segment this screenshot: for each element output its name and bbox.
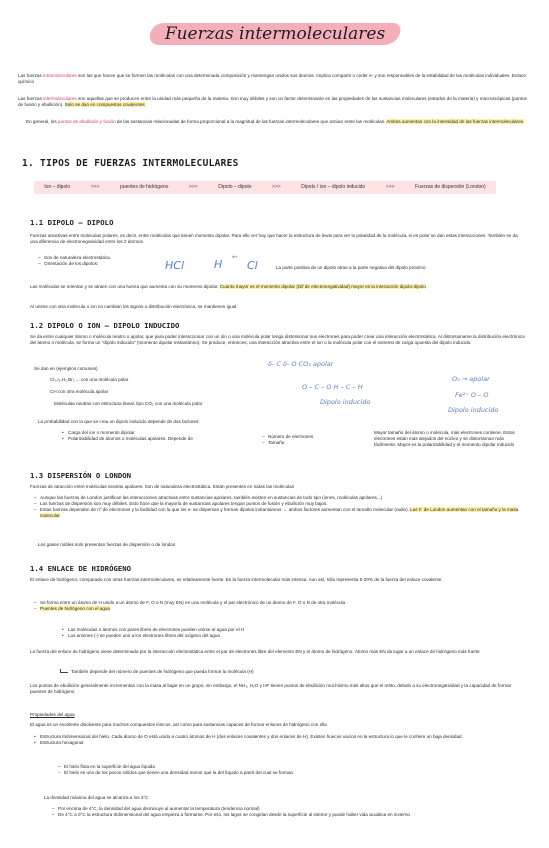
subsection-1-3-heading: 1.3 DISPERSIÓN O LONDON — [30, 471, 132, 480]
flow-item: Ion – dipolo — [44, 184, 71, 191]
s11-p1: Fuerzas atractivas entre moléculas polares, es decir, entre moléculas que tienen momento dipolar. Para ello ver hay que hacer la estructura de lewis para ver la polaridad de la molécula, si es polar se dan estas interacciones. También se da una diferencia de electronegatividad entre los 2 átomos — [30, 233, 518, 244]
fe-sketch: Fe²⁺ O – O — [455, 391, 489, 399]
list-item: • Carga del ion o momento dipolar — [62, 430, 272, 436]
flow-item: Dipolo – dipolo — [218, 184, 252, 191]
force-ranking-bar — [34, 181, 496, 194]
s12-example-1: Cl₂,I₂,H₂,Br₂ ... con una molécula polar — [50, 377, 129, 382]
arrow-sketch: ← — [232, 253, 238, 261]
list-item: • Estructura hexagonal — [34, 740, 526, 746]
water-p2: La densidad máxima del agua se alcanza a los 4°C — [44, 795, 149, 800]
highlight-momento-dipolar: Cuanto mayor es el momento dipolar (Dif de electronegatividad) mayor es la interacción dipolo-dipolo — [219, 284, 426, 289]
s11-p2: Las moléculas se orientan y se atraen con una fuerza que aumenta con su momento dipolar. Cuanto mayor es el momento dipolar (Dif de electronegatividad) mayor es la interacción dipolo-dipolo — [30, 284, 426, 289]
s11-side-note: La parte positiva de un dipolo atrae a la parte negativa del dipolo próximo — [276, 265, 426, 270]
s11-p3: Al unirse con otra molécula o ion no cambian los signos o distribución electrónica, se mantienen igual — [30, 304, 237, 309]
s13-p2: Los gases nobles solo presentan fuerzas de dispersión o de london — [38, 542, 176, 547]
s12-examples-label: Se dan en (ejemplos comunes) — [34, 366, 98, 371]
highlight-puentes-agua: Puentes de hidrógeno con el agua — [40, 605, 110, 611]
list-item — [34, 606, 526, 612]
title-banner — [150, 20, 400, 48]
subsection-1-2-heading: 1.2 DIPOLO O ION – DIPOLO INDUCIDO — [30, 321, 180, 330]
list-item: – Estas fuerzas dependen de nº de electrones y la facilidad con la que los e- se dispersan y forman dipolos instantáneos → ambos factores aumentan con el tamaño molecular (radio). Las F. de London aumentan con el tamaño y la masa molecular — [34, 507, 526, 519]
list-item: – Por encima de 4°C, la densidad del agua disminuye al aumentar la temperatura (tendencia normal) — [52, 806, 526, 812]
list-item: – Las fuerzas de dispersión son muy débiles. Esto hace que la mayoría de sustancias apolares tengan puntos de fusión y ebullición muy bajos. — [34, 501, 526, 507]
s14-water-list — [62, 627, 522, 639]
flow-item: Fuerzas de dispersión (London) — [415, 184, 486, 191]
flow-arrow: >>> — [271, 184, 281, 191]
list-item: • Los aniones (-) se pueden unir a los electrones libres del oxígeno del agua — [62, 633, 522, 639]
h-sketch: H — [214, 258, 223, 271]
list-item: – De 4°C a 0°C la estructura tridimensional del agua empieza a formarse. Por eso, los lagos se congelan desde la superficie al interior y puede haber vida acuática en invierno — [52, 812, 526, 818]
flow-arrow: >>> — [188, 184, 198, 191]
flow-item: Dipolo / ion – dipolo inducido — [301, 184, 366, 191]
s13-p1: Fuerzas de atracción entre moléculas neutras apolares. Son de naturaleza electrostática. Están presentes en todas las moléculas — [30, 484, 295, 489]
s14-p2: La fuerza del enlace de hidrógeno viene determinada por la interacción electrostática entre el par de electrones libre del elemento EN y el átomo de hidrógeno. Átomo más EN da lugar a un enlace de hidrógeno más fuerte — [30, 649, 480, 654]
flow-item: puentes de hidrógeno — [120, 184, 169, 191]
list-item: – Se forma entre un átomo de H unido a un átomo de F, O o N (muy EN) en una molécula y el par electrónico de un átomo de F, O o N de otra molécula — [34, 600, 526, 606]
s11-list — [38, 255, 178, 267]
s12-probability: La probabilidad con la que se crea un dipolo inducido depende de dos factores: — [38, 419, 200, 424]
induced-dipole-note-2: Dipolo inducido — [448, 406, 499, 414]
subsection-1-4-heading: 1.4 ENLACE DE HIDRÓGENO — [30, 564, 132, 573]
list-item: – El hielo flota en la superficie del agua líquida — [58, 764, 526, 770]
o2-sketch: O₂ → apolar — [452, 375, 490, 383]
list-item: – Son de naturaleza electrostática. — [38, 255, 178, 261]
s14-p2b: También depende del número de puentes de hidrógeno que pueda formar la molécula (H) — [60, 669, 500, 675]
intro-p3: En general, los puntos de ebullición y fusión de las sustancias relacionadas de forma proporcional a la magnitud de las fuerzas intermoleculares que actúan entre las moléculas. Ambos aumentan con la intensidad de las fuerzas intermoleculares. — [26, 119, 525, 124]
s12-example-3: Moléculas neutras con estructura lineal, tipo CO₂ con una molécula polar — [54, 401, 203, 406]
term-puntos: puntos de ebullición y fusión — [57, 119, 116, 124]
water-p1: El agua es un excelente disolvente para muchos compuestos iónicos, así como para sustancias capaces de formar enlaces de hidrógeno con ella — [30, 722, 327, 727]
s14-p1: El enlace de hidrógeno, comparado con otras fuerzas intermoleculares, es relativamente fuerte. Es la fuerza intermolecular más intensa. Aun así, sólo representa 5-20% de la fuerza del enlace covalente — [30, 577, 442, 582]
list-item: – Aunque las fuerzas de London justifican las interacciones atractivas entre sustancias apolares, también existen en sustancias de todo tipo (iones, moléculas apolares...) — [34, 495, 526, 501]
water-density-list — [52, 806, 526, 818]
s14-p3: Los puntos de ebullición generalmente incrementan con la masa al bajar en un grupo, sin embargo, el NH₃, H₂O y HF tienen puntos de ebullición muchísimo más altos que el resto, debido a su electronegatividad y la capacidad de formar puentes de hidrógeno — [30, 683, 512, 694]
intro-p1: Las fuerzas intramoleculares son las que hacen que se formen las moléculas con una determinada composición y mantengan unidos sus átomos. Implica compartir o ceder e- y son responsables de la estabilidad de las moléculas individuales. Enlace químico — [18, 73, 526, 84]
molecule-sketch: O – C – O H – C – H — [302, 383, 363, 391]
cl-sketch: Cl — [247, 259, 258, 272]
highlight-ambos: Ambos aumentan con la intensidad de las fuerzas intermoleculares. — [386, 119, 525, 124]
flow-arrow: >>> — [90, 184, 100, 191]
water-properties-heading: Propiedades del agua — [30, 712, 75, 717]
s12-right-note: Mayor tamaño del átomo o molécula, más electrones contiene. Estos electrones están más alejados del núcleo y se distorsionan más fácilmente. Mayor es la polarizabilidad y el momento dipolar inducido — [374, 430, 515, 447]
intro-p2: Las fuerzas intermoleculares son aquellas que se producen entre la unidad más pequeña de la materia. Son muy débiles y son un factor determinante en las propiedades de las sustancias moleculares (estados de la materia) y macroscópicas (puntos de fusión y ebullición). Solo se dan en compuestos covalentes — [18, 96, 527, 107]
list-item: – Orientación de los dipolos: — [38, 261, 178, 267]
induced-dipole-note-1: Dipolo inducido — [320, 398, 371, 406]
term-intermoleculares: intermoleculares — [43, 96, 77, 101]
water-ice-list — [58, 764, 526, 776]
s14-list — [34, 600, 526, 612]
co2-sketch: δ- C δ- O CO₂ apolar — [268, 360, 334, 368]
list-item: • Las moléculas o átomos con pares libres de electrones pueden unirse al agua por el H — [62, 627, 522, 633]
list-item: – Número de electrones — [262, 434, 352, 440]
highlight-london: Las F. de London aumentan con el tamaño y la masa molecular — [40, 506, 519, 518]
bracket-icon — [60, 669, 68, 673]
list-item: • Polarizabilidad de átomos o moléculas apolares. Depende de — [62, 436, 272, 442]
term-intramoleculares: intramoleculares — [43, 73, 77, 78]
list-item: • Estructura tridimensional del hielo. Cada átomo de O está unido a cuatro átomos de H (dos enlaces covalentes y dos enlaces de H). Existen huecos vacíos en la estructura lo que le confiere un baja densidad — [34, 734, 526, 740]
s13-list — [34, 495, 526, 519]
list-item: – Tamaño — [262, 440, 352, 446]
list-item: – El hielo es uno de los pocos sólidos que tienen una densidad menor que la del líquido a partir del cual se forman — [58, 770, 526, 776]
water-list — [34, 734, 526, 746]
flow-arrow: >>> — [385, 184, 395, 191]
s12-example-2: CH con otra molécula apolar — [50, 389, 109, 394]
hcl-sketch: HCl — [165, 259, 185, 272]
section-1-heading: 1. TIPOS DE FUERZAS INTERMOLECULARES — [22, 158, 239, 169]
page-title: Fuerzas intermoleculares — [164, 24, 386, 44]
s12-depends-list — [262, 434, 352, 446]
s12-factor-list — [62, 430, 272, 442]
subsection-1-1-heading: 1.1 DIPOLO – DIPOLO — [30, 218, 114, 227]
s12-p1: Se da entre cualquier átomo o molécula neutro o apolar, que para poder interaccionar con un ión o una molécula polar tenga distorsionar sus electrones para poder crear una interacción electrostática. Al distorsionarse la distribución electrónica del átomo o molécula, se forma un "dipolo inducido" (momento dipolar instantáneo). Se produce, entonces, una interacción atractiva entre el ion o la molécula polar con el extremo de carga opuesta del dipolo inducido. — [30, 334, 525, 345]
highlight-covalentes: Solo se dan en compuestos covalentes — [64, 101, 145, 107]
